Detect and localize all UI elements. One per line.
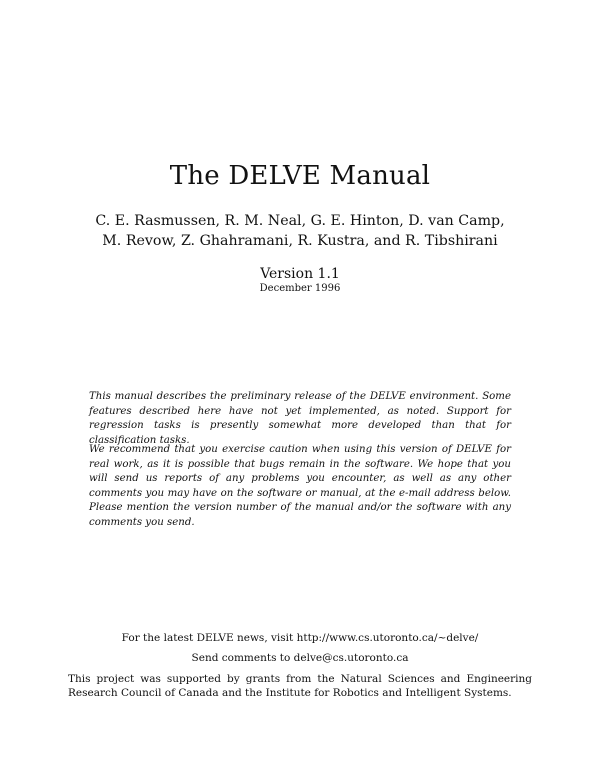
- comments-notice: Send comments to delve@cs.utoronto.ca: [191, 652, 409, 664]
- document-title: The DELVE Manual: [169, 161, 431, 191]
- funding-acknowledgement: This project was supported by grants from the Natural Sciences and Engineering Research Council of Canada and the Institute for Robotics and Intelligent Systems.: [68, 673, 532, 699]
- abstract-paragraph-1: This manual describes the preliminary release of the DELVE environment. Some features described here have not yet implemented, as noted. Support for regression tasks is presently somewhat more developed than that for classification tasks.: [89, 391, 511, 446]
- authors-line-1: C. E. Rasmussen, R. M. Neal, G. E. Hinton, D. van Camp,: [95, 213, 505, 229]
- authors-line-2: M. Revow, Z. Ghahramani, R. Kustra, and R. Tibshirani: [102, 233, 498, 249]
- author-list: [0, 211, 600, 251]
- news-notice: For the latest DELVE news, visit http://www.cs.utoronto.ca/~delve/: [121, 632, 479, 644]
- version-label: Version 1.1: [260, 266, 340, 282]
- abstract-paragraph-2: We recommend that you exercise caution when using this version of DELVE for real work, as it is possible that bugs remain in the software. We hope that you will send us reports of any problems you encounter, as well as any other comments you may have on the software or manual, at the e-mail address below. Please mention the version number of the manual and/or the software with any comments you send.: [89, 444, 511, 528]
- publication-date: December 1996: [259, 283, 341, 294]
